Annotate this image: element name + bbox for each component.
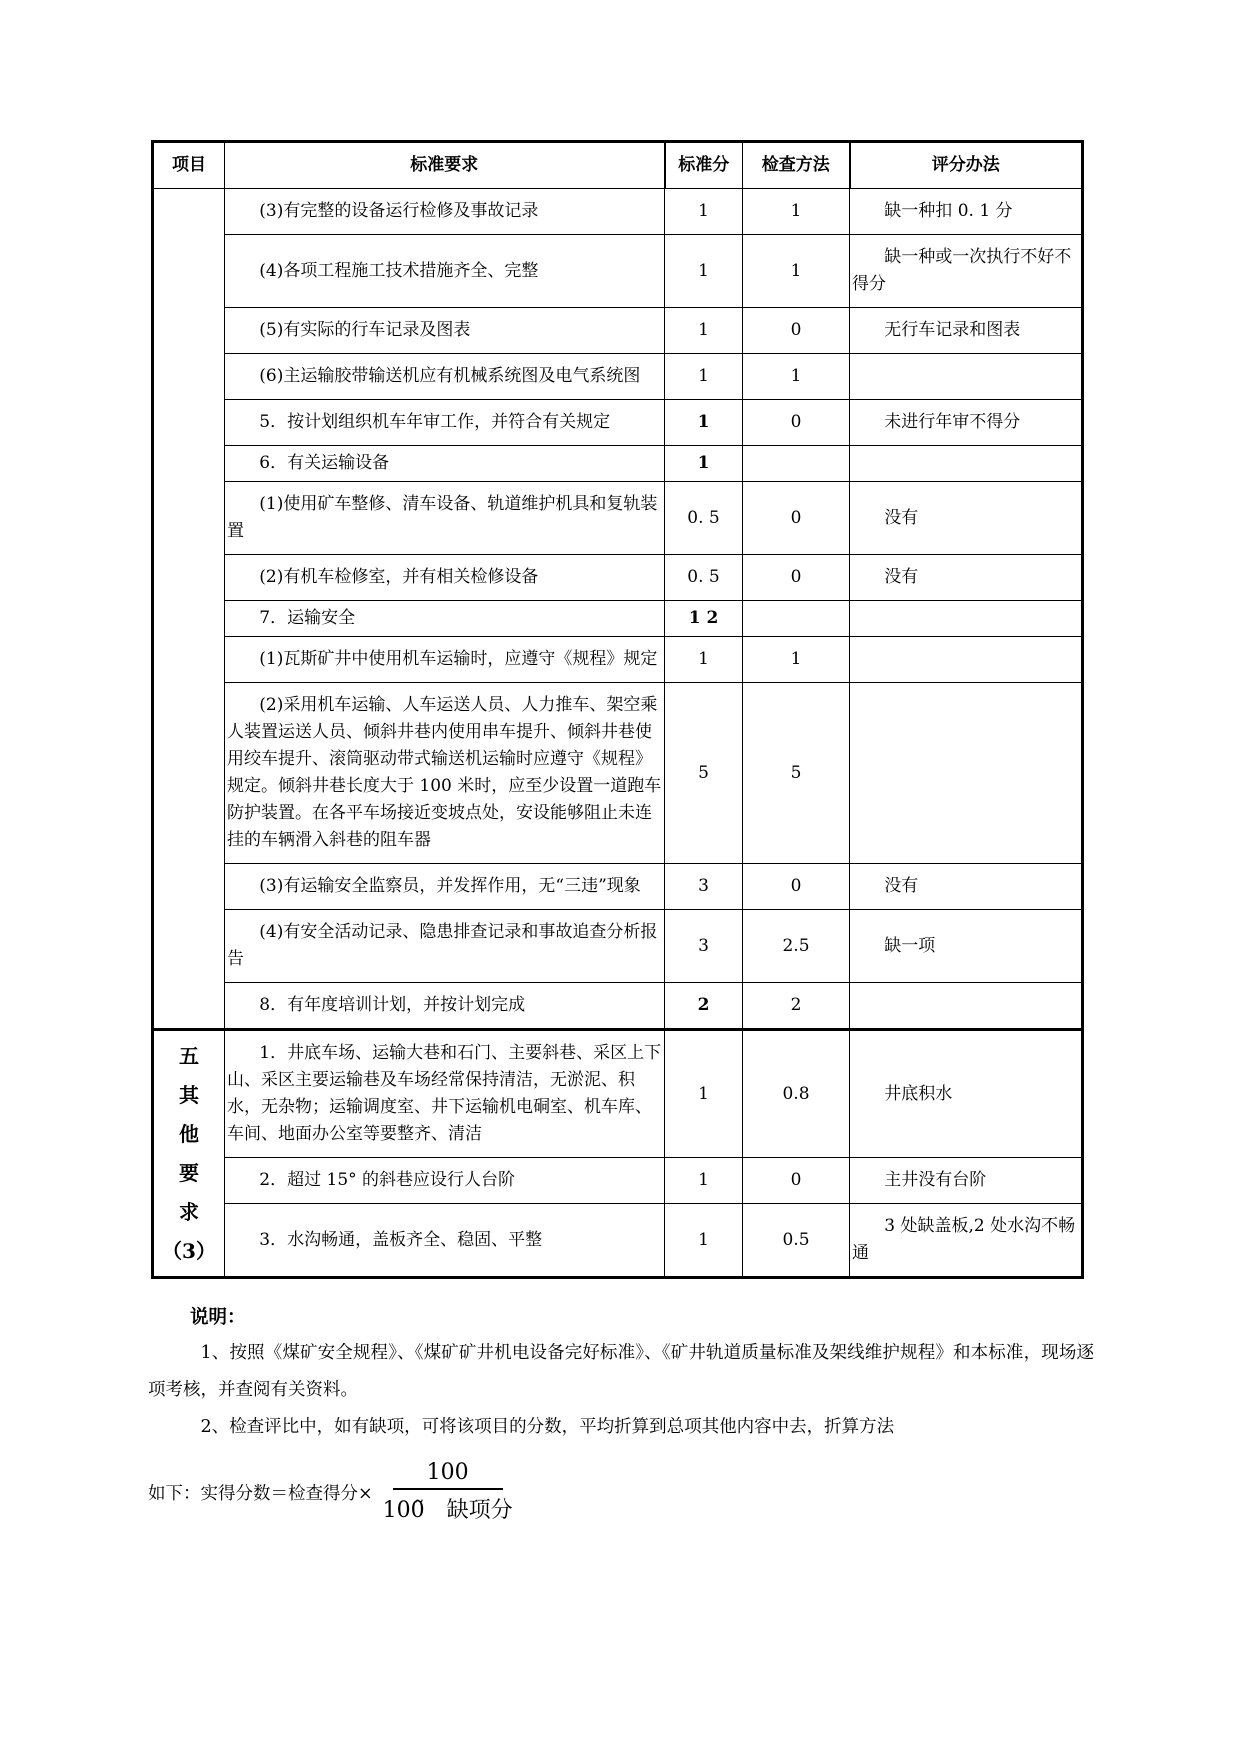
requirement-cell: 3．水沟畅通，盖板齐全、稳固、平整 [225, 1204, 665, 1278]
check-method-cell: 5 [743, 683, 850, 864]
requirement-cell: 1．井底车场、运输大巷和石门、主要斜巷、采区上下山、采区主要运输巷及车场经常保持清洁，无淤泥、积水，无杂物；运输调度室、井下运输机电硐室、机车库、车间、地面办公室等要整齐、清洁 [225, 1030, 665, 1158]
standard-score-cell: 0. 5 [665, 482, 743, 555]
section-label-char: 他 [179, 1122, 199, 1146]
check-method-cell [743, 601, 850, 637]
notes-title: 说明： [190, 1307, 246, 1328]
note-paragraph-1: 1、按照《煤矿安全规程》、《煤矿矿井机电设备完好标准》、《矿井轨道质量标准及架线维护规程》和本标准，现场逐项考核，并查阅有关资料。 [148, 1343, 1094, 1400]
check-method-cell: 0 [743, 1158, 850, 1204]
table-body [153, 189, 1083, 1278]
section-label-char: 五 [179, 1044, 199, 1068]
scoring-method-cell: 无行车记录和图表 [850, 308, 1083, 354]
section-label-char: 其 [179, 1083, 199, 1107]
requirement-cell: (4)有安全活动记录、隐患排查记录和事故追查分析报告 [225, 910, 665, 983]
header-row [153, 142, 1083, 189]
table-row [153, 354, 1083, 400]
col-header-item: 项目 [153, 142, 225, 189]
table-row [153, 482, 1083, 555]
scoring-method-cell: 缺一项 [850, 910, 1083, 983]
standards-table [151, 140, 1084, 1279]
table-row [153, 308, 1083, 354]
formula-fraction [383, 1460, 513, 1524]
check-method-cell: 0.5 [743, 1204, 850, 1278]
check-method-cell: 0 [743, 400, 850, 446]
col-header-standard-score: 标准分 [665, 142, 743, 189]
scoring-method-cell: 未进行年审不得分 [850, 400, 1083, 446]
table-row [153, 1030, 1083, 1158]
requirement-cell: 7．运输安全 [225, 601, 665, 637]
col-header-scoring-method: 评分办法 [850, 142, 1083, 189]
section-label-char: 要 [179, 1161, 199, 1185]
requirement-cell: (2)采用机车运输、人车运送人员、人力推车、架空乘人装置运送人员、倾斜井巷内使用串车提升、倾斜井巷使用绞车提升、滚筒驱动带式输送机运输时应遵守《规程》规定。倾斜井巷长度大于 100 米时，应至少设置一道跑车防护装置。在各平车场接近变坡点处，安设能够阻止未连挂的车辆滑入斜巷的阻车器 [225, 683, 665, 864]
table-row [153, 1158, 1083, 1204]
requirement-cell: (4)各项工程施工技术措施齐全、完整 [225, 235, 665, 308]
requirement-cell: (6)主运输胶带输送机应有机械系统图及电气系统图 [225, 354, 665, 400]
check-method-cell: 2.5 [743, 910, 850, 983]
requirement-cell: 6．有关运输设备 [225, 446, 665, 482]
table-row [153, 910, 1083, 983]
standard-score-cell: 1 [665, 400, 743, 446]
standard-score-cell: 3 [665, 864, 743, 910]
requirement-cell: (3)有完整的设备运行检修及事故记录 [225, 189, 665, 235]
standard-score-cell: 2 [665, 983, 743, 1030]
col-header-check-method: 检查方法 [743, 142, 850, 189]
formula-prefix: 如下：实得分数＝检查得分× [148, 1483, 373, 1504]
scoring-method-cell [850, 446, 1083, 482]
scoring-method-cell: 没有 [850, 482, 1083, 555]
item-group-label [153, 1030, 225, 1278]
scoring-method-cell: 主井没有台阶 [850, 1158, 1083, 1204]
requirement-cell: 8．有年度培训计划，并按计划完成 [225, 983, 665, 1030]
requirement-cell: (5)有实际的行车记录及图表 [225, 308, 665, 354]
standard-score-cell: 1 2 [665, 601, 743, 637]
standard-score-cell: 1 [665, 637, 743, 683]
check-method-cell: 1 [743, 637, 850, 683]
check-method-cell: 1 [743, 235, 850, 308]
notes-section [148, 1303, 1094, 1524]
table-row [153, 637, 1083, 683]
check-method-cell: 0.8 [743, 1030, 850, 1158]
table-row [153, 235, 1083, 308]
standard-score-cell: 1 [665, 1204, 743, 1278]
standard-score-cell: 1 [665, 446, 743, 482]
check-method-cell [743, 446, 850, 482]
formula-numerator: 100 [393, 1460, 503, 1490]
requirement-cell: (1)瓦斯矿井中使用机车运输时，应遵守《规程》规定 [225, 637, 665, 683]
standard-score-cell: 1 [665, 189, 743, 235]
table-row [153, 601, 1083, 637]
note-paragraph-2: 2、检查评比中，如有缺项，可将该项目的分数，平均折算到总项其他内容中去，折算方法 [200, 1417, 895, 1437]
standard-score-cell: 1 [665, 354, 743, 400]
standard-score-cell: 1 [665, 1030, 743, 1158]
score-formula [148, 1460, 1094, 1524]
check-method-cell: 0 [743, 482, 850, 555]
check-method-cell: 2 [743, 983, 850, 1030]
scoring-method-cell [850, 683, 1083, 864]
scoring-method-cell: 没有 [850, 864, 1083, 910]
standard-score-cell: 1 [665, 1158, 743, 1204]
col-header-requirement: 标准要求 [225, 142, 665, 189]
requirement-cell: 5．按计划组织机车年审工作，并符合有关规定 [225, 400, 665, 446]
standard-score-cell: 3 [665, 910, 743, 983]
check-method-cell: 0 [743, 308, 850, 354]
table-row [153, 446, 1083, 482]
table-row [153, 864, 1083, 910]
item-group-blank [153, 189, 225, 1030]
standard-score-cell: 5 [665, 683, 743, 864]
table-row [153, 189, 1083, 235]
section-label-char: （3） [162, 1239, 216, 1263]
requirement-cell: (1)使用矿车整修、清车设备、轨道维护机具和复轨装置 [225, 482, 665, 555]
table-row [153, 1204, 1083, 1278]
section-vertical-label [156, 1045, 222, 1262]
scoring-method-cell: 缺一种扣 0. 1 分 [850, 189, 1083, 235]
standard-score-cell: 1 [665, 235, 743, 308]
requirement-cell: 2．超过 15° 的斜巷应设行人台阶 [225, 1158, 665, 1204]
scoring-method-cell [850, 354, 1083, 400]
check-method-cell: 1 [743, 189, 850, 235]
table-row [153, 555, 1083, 601]
table-row [153, 400, 1083, 446]
scoring-method-cell: 3 处缺盖板,2 处水沟不畅通 [850, 1204, 1083, 1278]
standard-score-cell: 0. 5 [665, 555, 743, 601]
scoring-method-cell: 井底积水 [850, 1030, 1083, 1158]
formula-denominator: 100̃ 缺项分 [382, 1498, 513, 1523]
check-method-cell: 1 [743, 354, 850, 400]
requirement-cell: (3)有运输安全监察员，并发挥作用，无“三违”现象 [225, 864, 665, 910]
check-method-cell: 0 [743, 864, 850, 910]
standard-score-cell: 1 [665, 308, 743, 354]
scoring-method-cell [850, 601, 1083, 637]
requirement-cell: (2)有机车检修室，并有相关检修设备 [225, 555, 665, 601]
scoring-method-cell: 没有 [850, 555, 1083, 601]
table-row [153, 983, 1083, 1030]
scoring-method-cell [850, 983, 1083, 1030]
scoring-method-cell [850, 637, 1083, 683]
check-method-cell: 0 [743, 555, 850, 601]
table-row [153, 683, 1083, 864]
section-label-char: 求 [179, 1200, 199, 1224]
scoring-method-cell: 缺一种或一次执行不好不得分 [850, 235, 1083, 308]
